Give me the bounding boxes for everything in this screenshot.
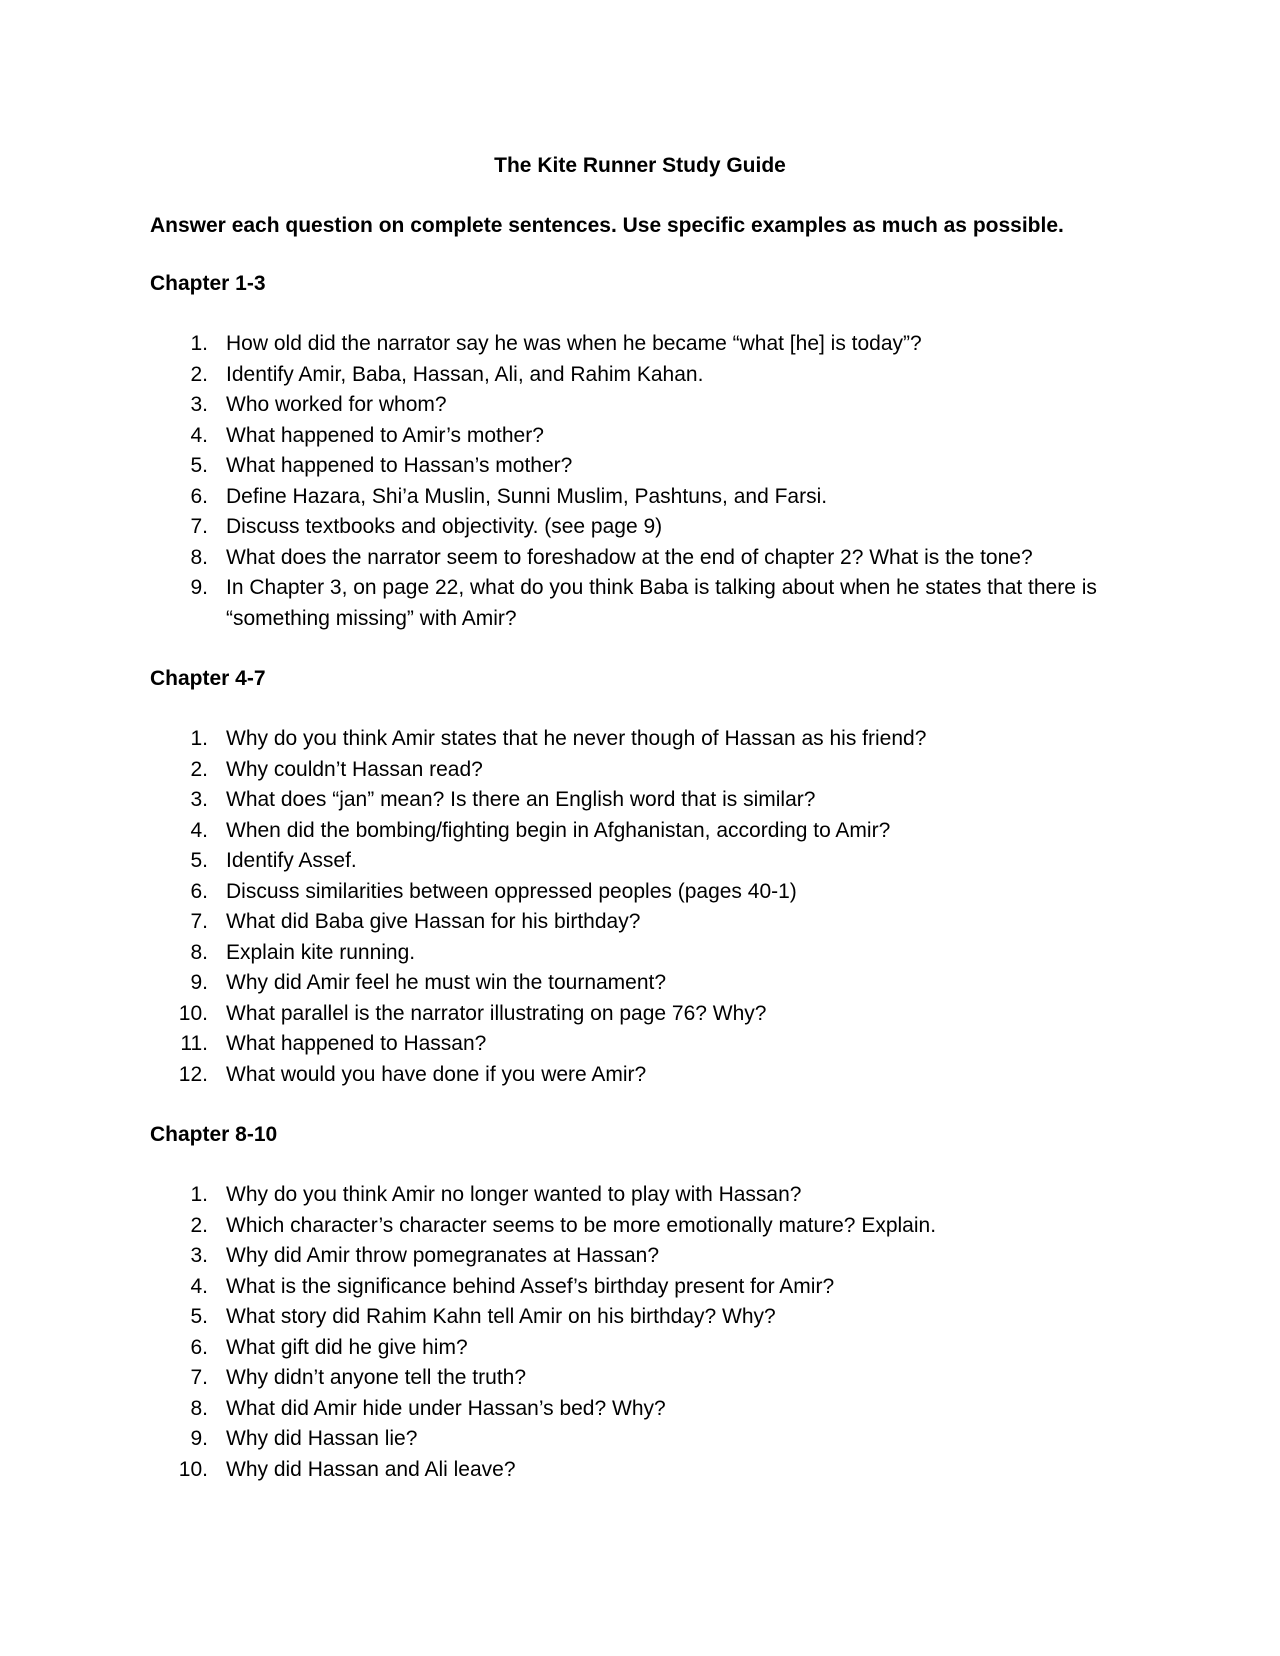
question-text: Why do you think Amir states that he never though of Hassan as his friend? (226, 727, 927, 750)
question-list (150, 329, 1140, 634)
question-number: 12. (178, 1062, 208, 1086)
question-text: Define Hazara, Shi’a Muslin, Sunni Muslim, Pashtuns, and Farsi. (226, 484, 828, 508)
question-number: 2. (190, 1213, 208, 1237)
question-number: 8. (190, 940, 208, 964)
question-text: Why did Hassan and Ali leave? (226, 1457, 516, 1481)
question-number: 5. (190, 1305, 208, 1328)
question-item (150, 846, 1140, 877)
question-item (150, 360, 1140, 391)
question-text: What did Baba give Hassan for his birthday? (226, 910, 641, 933)
question-item (150, 938, 1140, 969)
question-item (150, 999, 1140, 1030)
question-number: 10. (178, 1457, 208, 1481)
question-text: How old did the narrator say he was when he became “what [he] is today”? (226, 332, 922, 355)
question-number: 2. (190, 757, 208, 781)
question-text: Why do you think Amir no longer wanted to play with Hassan? (226, 1183, 802, 1206)
question-item (150, 907, 1140, 938)
question-number: 9. (190, 1427, 208, 1450)
question-list (150, 1180, 1140, 1485)
question-number: 7. (190, 1366, 208, 1389)
question-item (150, 421, 1140, 452)
question-number: 11. (180, 1032, 208, 1055)
question-text: What is the significance behind Assef’s birthday present for Amir? (226, 1274, 835, 1298)
question-number: 7. (190, 515, 208, 538)
question-number: 3. (190, 788, 208, 811)
question-number: 6. (190, 1335, 208, 1359)
question-item (150, 1180, 1140, 1211)
question-text: Discuss similarities between oppressed peoples (pages 40-1) (226, 879, 797, 903)
question-number: 8. (190, 1396, 208, 1420)
question-item (150, 451, 1140, 482)
question-text: What does “jan” mean? Is there an English word that is similar? (226, 788, 816, 811)
question-text: Discuss textbooks and objectivity. (see page 9) (226, 515, 663, 538)
question-number: 1. (190, 727, 208, 750)
question-text: Who worked for whom? (226, 393, 447, 416)
question-item (150, 543, 1140, 574)
question-text: Which character’s character seems to be more emotionally mature? Explain. (226, 1213, 937, 1237)
question-text: Why couldn’t Hassan read? (226, 757, 483, 781)
question-number: 4. (190, 818, 208, 842)
question-number: 1. (190, 1183, 208, 1206)
question-item (150, 1394, 1140, 1425)
question-item (150, 877, 1140, 908)
question-number: 2. (190, 362, 208, 386)
question-number: 3. (190, 1244, 208, 1267)
question-text: What parallel is the narrator illustrating on page 76? Why? (226, 1001, 767, 1025)
question-text: Explain kite running. (226, 940, 416, 964)
question-item (150, 1211, 1140, 1242)
question-item (150, 755, 1140, 786)
question-item (150, 512, 1140, 543)
question-number: 4. (190, 423, 208, 447)
question-text: Identify Assef. (226, 849, 357, 872)
question-item (150, 390, 1140, 421)
question-list (150, 724, 1140, 1090)
question-text: What happened to Amir’s mother? (226, 423, 544, 447)
question-item (150, 1272, 1140, 1303)
question-number: 9. (190, 576, 208, 599)
question-text: What happened to Hassan? (226, 1032, 487, 1055)
question-text: Why did Amir feel he must win the tournament? (226, 971, 667, 994)
question-item (150, 573, 1140, 634)
question-number: 8. (190, 545, 208, 569)
page-title: The Kite Runner Study Guide (494, 154, 786, 177)
question-item (150, 482, 1140, 513)
question-text: Identify Amir, Baba, Hassan, Ali, and Rahim Kahan. (226, 362, 704, 386)
chapter-heading: Chapter 1-3 (150, 272, 266, 295)
question-number: 5. (190, 849, 208, 872)
question-number: 10. (178, 1001, 208, 1025)
question-item (150, 816, 1140, 847)
question-number: 6. (190, 879, 208, 903)
question-item (150, 968, 1140, 999)
instructions: Answer each question on complete sentences. Use specific examples as much as possible. (150, 214, 1064, 237)
question-text: Why did Hassan lie? (226, 1427, 418, 1450)
question-item (150, 1302, 1140, 1333)
question-text: In Chapter 3, on page 22, what do you think Baba is talking about when he states that there is “something missing” with Amir? (226, 576, 1097, 630)
question-text: What happened to Hassan’s mother? (226, 454, 573, 477)
question-text: What would you have done if you were Amir? (226, 1062, 647, 1086)
chapter-heading: Chapter 8-10 (150, 1123, 278, 1146)
question-item (150, 1424, 1140, 1455)
question-item (150, 1241, 1140, 1272)
question-item (150, 1455, 1140, 1486)
question-text: Why did Amir throw pomegranates at Hassan? (226, 1244, 660, 1267)
question-text: What gift did he give him? (226, 1335, 468, 1359)
question-number: 5. (190, 454, 208, 477)
question-text: What did Amir hide under Hassan’s bed? Why? (226, 1396, 666, 1420)
question-item (150, 1060, 1140, 1091)
question-item (150, 1333, 1140, 1364)
question-item (150, 329, 1140, 360)
question-item (150, 1363, 1140, 1394)
question-number: 4. (190, 1274, 208, 1298)
question-number: 7. (190, 910, 208, 933)
question-number: 3. (190, 393, 208, 416)
question-text: Why didn’t anyone tell the truth? (226, 1366, 527, 1389)
chapter-heading: Chapter 4-7 (150, 667, 266, 690)
question-item (150, 1029, 1140, 1060)
question-text: What story did Rahim Kahn tell Amir on his birthday? Why? (226, 1305, 776, 1328)
question-number: 9. (190, 971, 208, 994)
question-text: When did the bombing/fighting begin in Afghanistan, according to Amir? (226, 818, 891, 842)
question-text: What does the narrator seem to foreshadow at the end of chapter 2? What is the tone? (226, 545, 1033, 569)
question-item (150, 724, 1140, 755)
question-item (150, 785, 1140, 816)
question-number: 6. (190, 484, 208, 508)
question-number: 1. (190, 332, 208, 355)
